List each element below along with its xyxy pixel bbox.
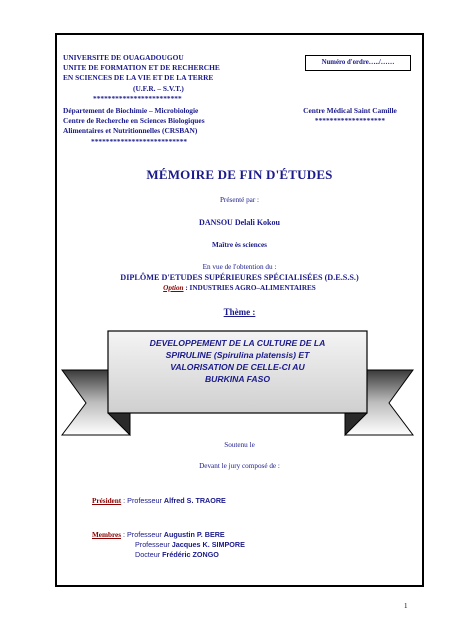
member-name: Jacques K. SIMPORE xyxy=(171,540,245,549)
member-line xyxy=(92,540,245,550)
members-label: Membres xyxy=(92,531,122,539)
university-line: UNIVERSITE DE OUAGADOUGOU xyxy=(63,53,184,62)
university-line: UNITE DE FORMATION ET DE RECHERCHE xyxy=(63,63,220,73)
jury-intro: Devant le jury composé de : xyxy=(199,462,280,470)
university-block xyxy=(63,53,220,104)
centre-block xyxy=(290,106,410,126)
president-prefix: : Professeur xyxy=(121,496,164,505)
department-line: Centre de Recherche en Sciences Biologiques xyxy=(63,116,205,126)
member-line xyxy=(92,550,245,560)
department-block xyxy=(63,106,205,147)
member-prefix: Professeur xyxy=(135,540,172,549)
member-prefix: Docteur xyxy=(135,550,163,559)
department-line: Alimentaires et Nutritionnelles (CRSBAN) xyxy=(63,126,198,136)
option-line xyxy=(55,284,424,292)
thesis-title-line: SPIRULINE (Spirulina platensis) ET xyxy=(165,350,310,360)
order-number-box: Numéro d'ordre…../…… xyxy=(305,55,411,71)
presented-by: Présenté par : xyxy=(219,196,260,204)
member-prefix: : Professeur xyxy=(121,530,164,539)
university-line: (U.F.R. – S.V.T.) xyxy=(133,83,184,93)
theme-label: Thème : xyxy=(223,307,256,317)
university-line: EN SCIENCES DE LA VIE ET DE LA TERRE xyxy=(63,73,214,83)
degree: Maître ès sciences xyxy=(212,241,267,249)
option-value: : INDUSTRIES AGRO–ALIMENTAIRES xyxy=(183,284,316,292)
document-title: MÉMOIRE DE FIN D'ÉTUDES xyxy=(146,167,333,182)
centre-stars: ******************* xyxy=(314,116,386,126)
thesis-title-line: VALORISATION DE CELLE-CI AU xyxy=(170,362,305,372)
member-line xyxy=(92,530,245,540)
centre-name: Centre Médical Saint Camille xyxy=(303,106,397,115)
president-name: Alfred S. TRAORE xyxy=(163,496,226,505)
thesis-title-line: BURKINA FASO xyxy=(204,374,271,384)
page-number: 1 xyxy=(404,602,408,610)
university-stars: ************************ xyxy=(93,93,182,103)
member-name: Augustin P. BERE xyxy=(163,530,225,539)
in-view-of: En vue de l'obtention du : xyxy=(202,263,277,271)
author-name: DANSOU Delali Kokou xyxy=(199,218,280,227)
member-name: Frédéric ZONGO xyxy=(162,550,219,559)
thesis-title-line: DEVELOPPEMENT DE LA CULTURE DE LA xyxy=(149,338,326,348)
president-line xyxy=(92,496,226,505)
president-label: Président xyxy=(92,497,122,505)
option-label: Option xyxy=(163,284,184,292)
thesis-title xyxy=(108,337,367,385)
diploma: DIPLÔME D'ETUDES SUPÉRIEURES SPÉCIALISÉES (D.E.S.S.) xyxy=(120,273,359,282)
department-line: Département de Biochimie – Microbiologie xyxy=(63,106,199,115)
members-block xyxy=(92,530,245,560)
defended-on: Soutenu le xyxy=(224,441,255,449)
department-stars: ************************** xyxy=(91,136,188,146)
